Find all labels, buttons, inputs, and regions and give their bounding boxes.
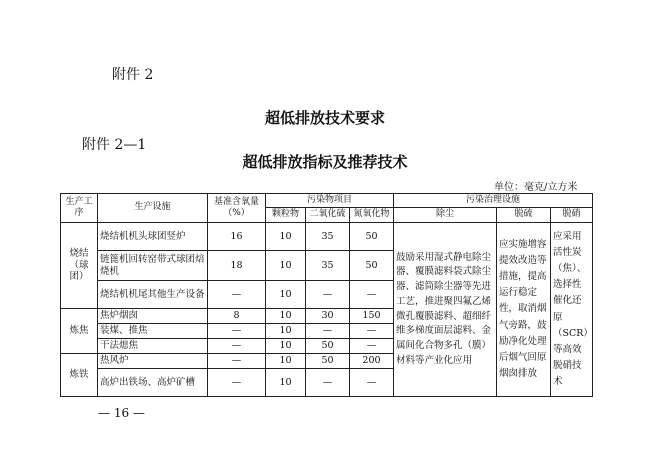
nox-cell: — <box>350 324 394 339</box>
attachment-label: 附件 2 <box>112 67 154 83</box>
pm-cell: 10 <box>266 324 306 339</box>
oxygen-cell: 8 <box>208 309 266 324</box>
facility-cell: 干法熄焦 <box>98 339 208 354</box>
pm-cell: 10 <box>266 354 306 369</box>
header-pm: 颗粒物 <box>266 208 306 223</box>
pm-cell: 10 <box>266 309 306 324</box>
header-so2: 二氧化硫 <box>306 208 350 223</box>
document-title: 超低排放技术要求 <box>264 109 385 127</box>
pm-cell: 10 <box>266 369 306 397</box>
oxygen-cell: — <box>208 369 266 397</box>
nox-cell: 50 <box>350 251 394 281</box>
process-cell: 炼焦 <box>61 309 98 354</box>
header-dust: 除尘 <box>394 208 497 223</box>
denitrification-text: 应采用活性炭（焦）、选择性催化还原（SCR）等高效脱硝技术 <box>551 223 593 397</box>
header-desulf: 脱硫 <box>497 208 551 223</box>
header-process: 生产工序 <box>61 194 98 223</box>
nox-cell: — <box>350 369 394 397</box>
pm-cell: 10 <box>266 223 306 251</box>
unit-label: 单位：毫克/立方米 <box>494 182 578 193</box>
process-cell: 炼铁 <box>61 354 98 397</box>
oxygen-cell: — <box>208 354 266 369</box>
oxygen-cell: — <box>208 324 266 339</box>
facility-cell: 装煤、推焦 <box>98 324 208 339</box>
so2-cell: 50 <box>306 354 350 369</box>
facility-cell: 焦炉烟囱 <box>98 309 208 324</box>
facility-cell: 热风炉 <box>98 354 208 369</box>
nox-cell: 50 <box>350 223 394 251</box>
facility-cell: 高炉出铁场、高炉矿槽 <box>98 369 208 397</box>
so2-cell: 35 <box>306 223 350 251</box>
header-denitr: 脱硝 <box>551 208 593 223</box>
header-nox: 氮氧化物 <box>350 208 394 223</box>
nox-cell: — <box>350 281 394 309</box>
nox-cell: 200 <box>350 354 394 369</box>
pm-cell: 10 <box>266 251 306 281</box>
pm-cell: 10 <box>266 339 306 354</box>
facility-cell: 链篦机回转窑带式球团焙烧机 <box>98 251 208 281</box>
so2-cell: — <box>306 324 350 339</box>
facility-cell: 烧结机机尾其他生产设备 <box>98 281 208 309</box>
table-title: 超低排放指标及推荐技术 <box>242 153 408 171</box>
page-number: — 16 — <box>98 406 145 420</box>
desulfurization-text: 应实施增容提效改造等措施，提高运行稳定性，取消烟气旁路，鼓励净化处理后烟气回原烟囱排放 <box>497 223 551 397</box>
facility-cell: 烧结机机头球团竖炉 <box>98 223 208 251</box>
nox-cell: — <box>350 339 394 354</box>
oxygen-cell: 16 <box>208 223 266 251</box>
header-treatment: 污染治理设施 <box>394 194 593 208</box>
so2-cell: 30 <box>306 309 350 324</box>
header-facility: 生产设施 <box>98 194 208 223</box>
so2-cell: 50 <box>306 339 350 354</box>
so2-cell: — <box>306 281 350 309</box>
so2-cell: 35 <box>306 251 350 281</box>
oxygen-cell: 18 <box>208 251 266 281</box>
oxygen-cell: — <box>208 281 266 309</box>
table-row <box>61 223 593 251</box>
nox-cell: 150 <box>350 309 394 324</box>
emission-standards-table <box>60 193 593 397</box>
process-cell: 烧结（球团） <box>61 223 98 309</box>
header-pollutants: 污染物项目 <box>266 194 394 208</box>
so2-cell: — <box>306 369 350 397</box>
sub-attachment-label: 附件 2—1 <box>82 137 147 153</box>
oxygen-cell: — <box>208 339 266 354</box>
pm-cell: 10 <box>266 281 306 309</box>
header-oxygen: 基准含氧量（%） <box>208 194 266 223</box>
dust-treatment-text: 鼓励采用湿式静电除尘器、覆膜滤料袋式除尘器、滤筒除尘器等先进工艺，推进聚四氟乙烯微孔覆膜滤料、超细纤维多梯度面层滤料、金属间化合物多孔（膜）材料等产业化应用 <box>394 223 497 397</box>
